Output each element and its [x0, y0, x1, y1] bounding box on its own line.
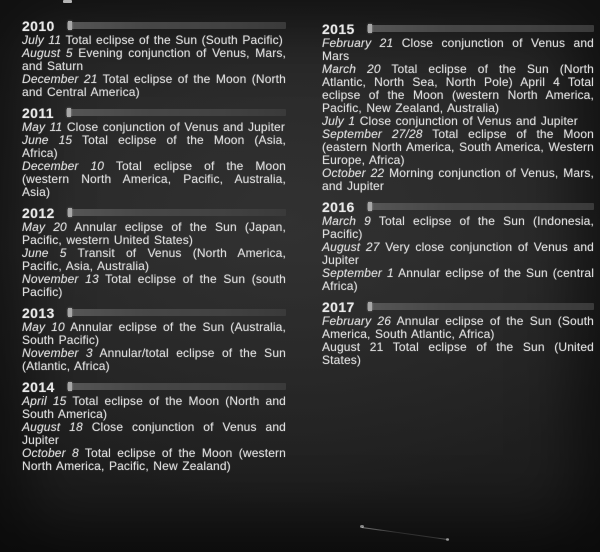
year-rule-bar	[66, 109, 286, 116]
event-description: Annular/total eclipse of the Sun (Atlantic, Africa)	[22, 346, 286, 373]
year-heading-row	[22, 105, 286, 120]
year-rule-tick	[68, 208, 72, 217]
event-entry	[22, 160, 286, 199]
event-date: October 22	[322, 166, 385, 180]
year-label: 2012	[22, 204, 55, 221]
year-rule-tick	[68, 21, 72, 30]
event-description: Close conjunction of Venus and Jupiter	[66, 120, 286, 134]
event-description: Total eclipse of the Sun (United States)	[322, 340, 594, 367]
event-entry	[322, 167, 594, 193]
year-section-2016	[322, 199, 594, 293]
event-date: November 3	[22, 346, 93, 360]
event-date: March 20	[322, 62, 381, 76]
event-description: Total eclipse of the Moon (eastern North America, South America, Western Europe, Africa)	[322, 127, 594, 167]
year-heading-row	[22, 205, 286, 220]
year-heading-row	[322, 21, 594, 36]
year-label: 2014	[22, 378, 55, 395]
year-section-2011	[22, 105, 286, 199]
event-entry	[22, 47, 286, 73]
event-description: Total eclipse of the Moon (North and Central America)	[22, 72, 286, 99]
event-entry	[322, 241, 594, 267]
year-label: 2010	[22, 17, 55, 34]
event-entry	[322, 267, 594, 293]
event-date: May 20	[22, 220, 67, 234]
event-date: September 1	[322, 266, 394, 280]
event-date: December 10	[22, 159, 105, 173]
year-rule-bar	[367, 25, 594, 32]
event-entry	[322, 63, 594, 115]
year-rule-bar	[67, 209, 286, 216]
event-entry	[322, 315, 594, 341]
event-description: Total eclipse of the Moon (western North America, Pacific, Australia, Asia)	[22, 159, 286, 199]
event-description: Close conjunction of Venus and Mars	[322, 36, 594, 63]
year-rule-tick	[368, 24, 372, 33]
event-date: October 8	[22, 446, 79, 460]
year-rule-tick	[67, 108, 71, 117]
event-entry	[22, 321, 286, 347]
year-label: 2013	[22, 304, 55, 321]
year-section-2015	[322, 21, 594, 193]
year-label: 2015	[322, 20, 355, 37]
photo-artifact-dot	[446, 538, 449, 541]
event-entry	[22, 421, 286, 447]
year-rule-bar	[67, 383, 286, 390]
year-section-2013	[22, 305, 286, 373]
event-description: Annular eclipse of the Sun (central Africa)	[322, 266, 595, 293]
event-entry	[322, 215, 594, 241]
event-description: Annular eclipse of the Sun (Japan, Pacific, western United States)	[22, 220, 286, 247]
event-date: April 15	[22, 394, 67, 408]
event-entry	[322, 128, 594, 167]
year-section-2012	[22, 205, 286, 299]
year-heading-row	[22, 305, 286, 320]
event-description: Total eclipse of the Moon (North and South America)	[22, 394, 286, 421]
event-date: December 21	[22, 72, 98, 86]
event-date: February 21	[322, 36, 394, 50]
photo-artifact-dash	[63, 0, 72, 3]
year-heading-row	[22, 18, 286, 33]
event-date: May 10	[22, 320, 65, 334]
year-section-2010	[22, 18, 286, 99]
event-date: March 9	[322, 214, 371, 228]
event-date: August 5	[22, 46, 73, 60]
column-left	[22, 18, 286, 473]
event-description: Close conjunction of Venus and Jupiter	[359, 114, 578, 128]
event-description: Evening conjunction of Venus, Mars, and Saturn	[22, 46, 286, 73]
photo-artifact-scratch	[362, 527, 449, 540]
year-rule-bar	[367, 303, 594, 310]
event-date: July 11	[22, 33, 62, 47]
event-date: June 5	[22, 246, 67, 260]
event-description: Close conjunction of Venus and Jupiter	[22, 420, 286, 447]
year-heading-row	[22, 379, 286, 394]
photo-artifact-dot	[360, 525, 364, 528]
event-date: May 11	[22, 120, 63, 134]
year-rule-tick	[68, 308, 72, 317]
event-entry	[22, 273, 286, 299]
event-entry	[22, 347, 286, 373]
event-description: Total eclipse of the Moon (Asia, Africa)	[22, 133, 286, 160]
year-rule-bar	[67, 22, 286, 29]
year-rule-bar	[67, 309, 286, 316]
event-date: September 27/28	[322, 127, 423, 141]
event-date: June 15	[22, 133, 73, 147]
event-entry	[22, 73, 286, 99]
event-description: Total eclipse of the Sun (Indonesia, Pacific)	[322, 214, 594, 241]
event-description: Total eclipse of the Sun (south Pacific)	[22, 272, 286, 299]
event-entry	[322, 37, 594, 63]
event-description: Very close conjunction of Venus and Jupiter	[322, 240, 594, 267]
year-rule-tick	[68, 382, 72, 391]
event-date: August 27	[322, 240, 380, 254]
event-description: Morning conjunction of Venus, Mars, and Jupiter	[322, 166, 594, 193]
event-entry	[322, 341, 594, 367]
event-description: Transit of Venus (North America, Pacific, Asia, Australia)	[22, 246, 286, 273]
year-section-2014	[22, 379, 286, 473]
year-label: 2011	[22, 104, 54, 121]
event-entry	[22, 221, 286, 247]
event-date: August 18	[22, 420, 83, 434]
event-description: Total eclipse of the Sun (North Atlantic, North Sea, North Pole) April 4 Total eclipse of the Moon (western North America, Pacific, New Zealand, Australia)	[322, 62, 594, 115]
event-date: August 21	[322, 340, 384, 354]
year-label: 2017	[322, 298, 355, 315]
year-label: 2016	[322, 198, 355, 215]
year-heading-row	[322, 299, 594, 314]
event-entry	[22, 247, 286, 273]
event-description: Total eclipse of the Sun (South Pacific)	[65, 33, 283, 47]
event-entry	[22, 134, 286, 160]
column-right	[322, 21, 594, 367]
year-rule-tick	[368, 202, 372, 211]
year-section-2017	[322, 299, 594, 367]
event-date: November 13	[22, 272, 99, 286]
event-entry	[22, 395, 286, 421]
event-description: Annular eclipse of the Sun (Australia, South Pacific)	[22, 320, 286, 347]
year-rule-bar	[367, 203, 594, 210]
event-date: February 26	[322, 314, 392, 328]
event-entry	[22, 447, 286, 473]
event-description: Total eclipse of the Moon (western North America, Pacific, New Zealand)	[22, 446, 286, 473]
year-heading-row	[322, 199, 594, 214]
year-rule-tick	[368, 302, 372, 311]
event-description: Annular eclipse of the Sun (South America, South Atlantic, Africa)	[322, 314, 594, 341]
event-date: July 1	[322, 114, 356, 128]
